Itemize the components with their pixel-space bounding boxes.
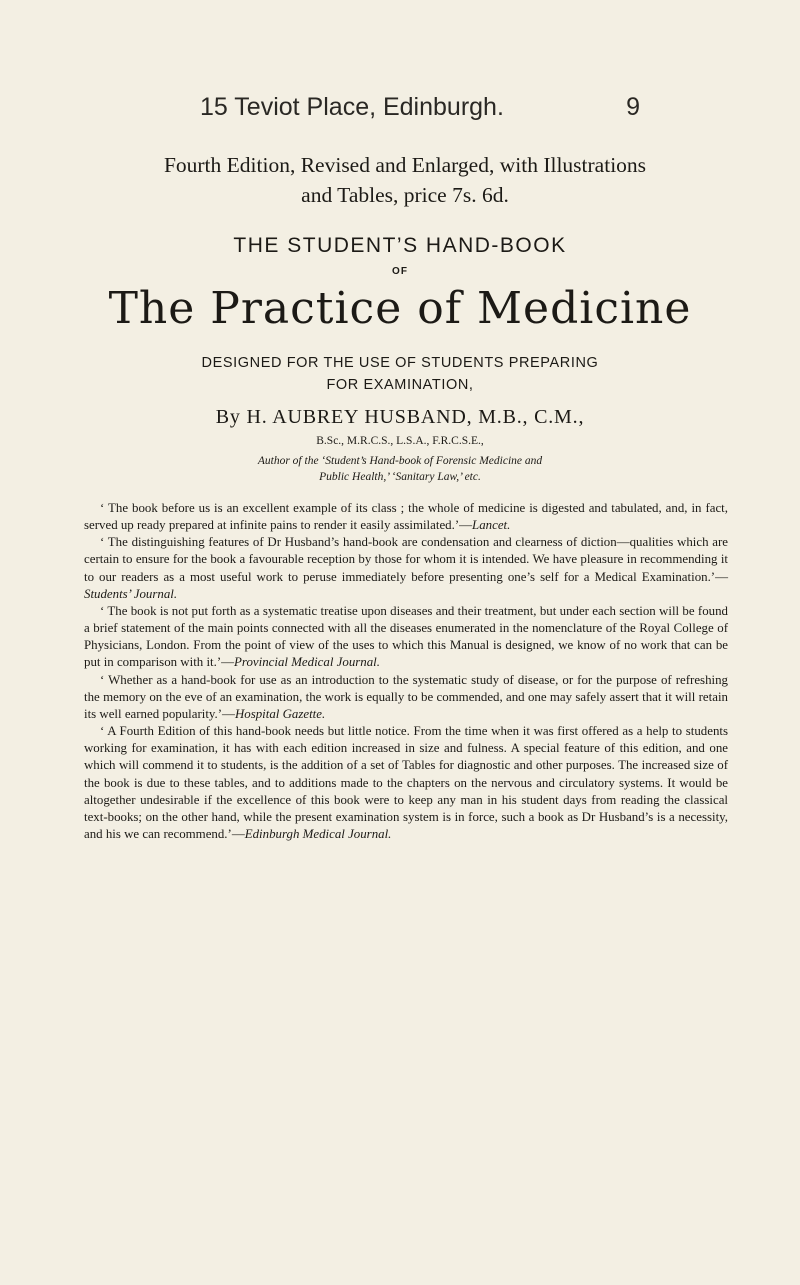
works-line-1: Author of the ‘Student’s Hand-book of Forensic Medicine and	[257, 455, 543, 467]
publisher-address: 15 Teviot Place, Edinburgh.	[200, 93, 504, 121]
book-purpose	[60, 352, 740, 396]
purpose-line-1: DESIGNED FOR THE USE OF STUDENTS PREPARING	[201, 355, 599, 371]
subtitle-of: OF	[392, 266, 408, 277]
edition-line-2: and Tables, price 7s. 6d.	[301, 183, 509, 207]
review-text: ‘ Whether as a hand-book for use as an introduction to the systematic study of disease, or for the purpose of refreshing the memory on the eve of an examination, the work is equally to be commended, and one may safely assert that it will retain its well earned popularity.’—	[84, 672, 728, 721]
running-head	[200, 93, 640, 122]
review-source: Edinburgh Medical Journal.	[244, 826, 392, 841]
edition-line-1: Fourth Edition, Revised and Enlarged, with Illustrations	[163, 153, 647, 177]
author-other-works	[110, 453, 690, 485]
review-paragraph	[84, 603, 728, 672]
author-name: By H. AUBREY HUSBAND, M.B., C.M.,	[215, 406, 585, 428]
book-subtitle: THE STUDENT’S HAND-BOOK	[233, 234, 567, 257]
review-text: ‘ The distinguishing features of Dr Husband’s hand-book are condensation and clearness of diction—qualities which are certain to ensure for the book a favourable reception by those for whom it is intended. We have pleasure in recommending it to our readers as a most useful work to peruse immediately before presenting one’s self for a Medical Examination.’—	[84, 535, 728, 584]
review-paragraph	[84, 723, 728, 843]
review-source: Students’ Journal.	[84, 586, 178, 601]
review-paragraph	[84, 534, 728, 603]
author-degrees: B.Sc., M.R.C.S., L.S.A., F.R.C.S.E.,	[316, 435, 484, 447]
review-source: Provincial Medical Journal.	[234, 655, 380, 670]
review-text: ‘ The book is not put forth as a systematic treatise upon diseases and their treatment, but under each section will be found a brief statement of the main points connected with all the diseases enumerated in the nomenclature of the Royal College of Physicians, London. From the point of view of the uses to which this Manual is designed, we know of no work that can be put in comparison with it.’—	[84, 603, 728, 670]
page-number: 9	[626, 93, 640, 121]
review-source: Hospital Gazette.	[234, 706, 326, 721]
works-line-2: Public Health,’ ‘Sanitary Law,’ etc.	[319, 471, 481, 483]
edition-notice	[85, 150, 725, 210]
purpose-line-2: FOR EXAMINATION,	[326, 377, 474, 393]
review-source: Lancet.	[472, 518, 511, 533]
review-text: ‘ The book before us is an excellent example of its class ; the whole of medicine is digested and tabulated, and, in fact, served up ready prepared at infinite pains to render it easily assimilated.’—	[84, 501, 728, 533]
review-text: ‘ A Fourth Edition of this hand-book needs but little notice. From the time when it was first offered as a help to students working for examination, it has with each edition increased in size and fulness. A special feature of this edition, and one which will commend it to students, is the addition of a set of Tables for diagnostic and other purposes. The increased size of the book is due to these tables, and to additions made to the chapters on the nervous and circulatory systems. It would be altogether undesirable if the excellence of this book were to keep any man in his student days from reading the classical text-books; on the other hand, while the present examination system is in force, such a book as Dr Husband’s is a necessity, and his we can recommend.’—	[84, 724, 728, 841]
book-title: The Practice of Medicine	[108, 283, 692, 334]
review-paragraph	[84, 500, 728, 534]
press-reviews	[84, 500, 728, 843]
review-paragraph	[84, 672, 728, 723]
